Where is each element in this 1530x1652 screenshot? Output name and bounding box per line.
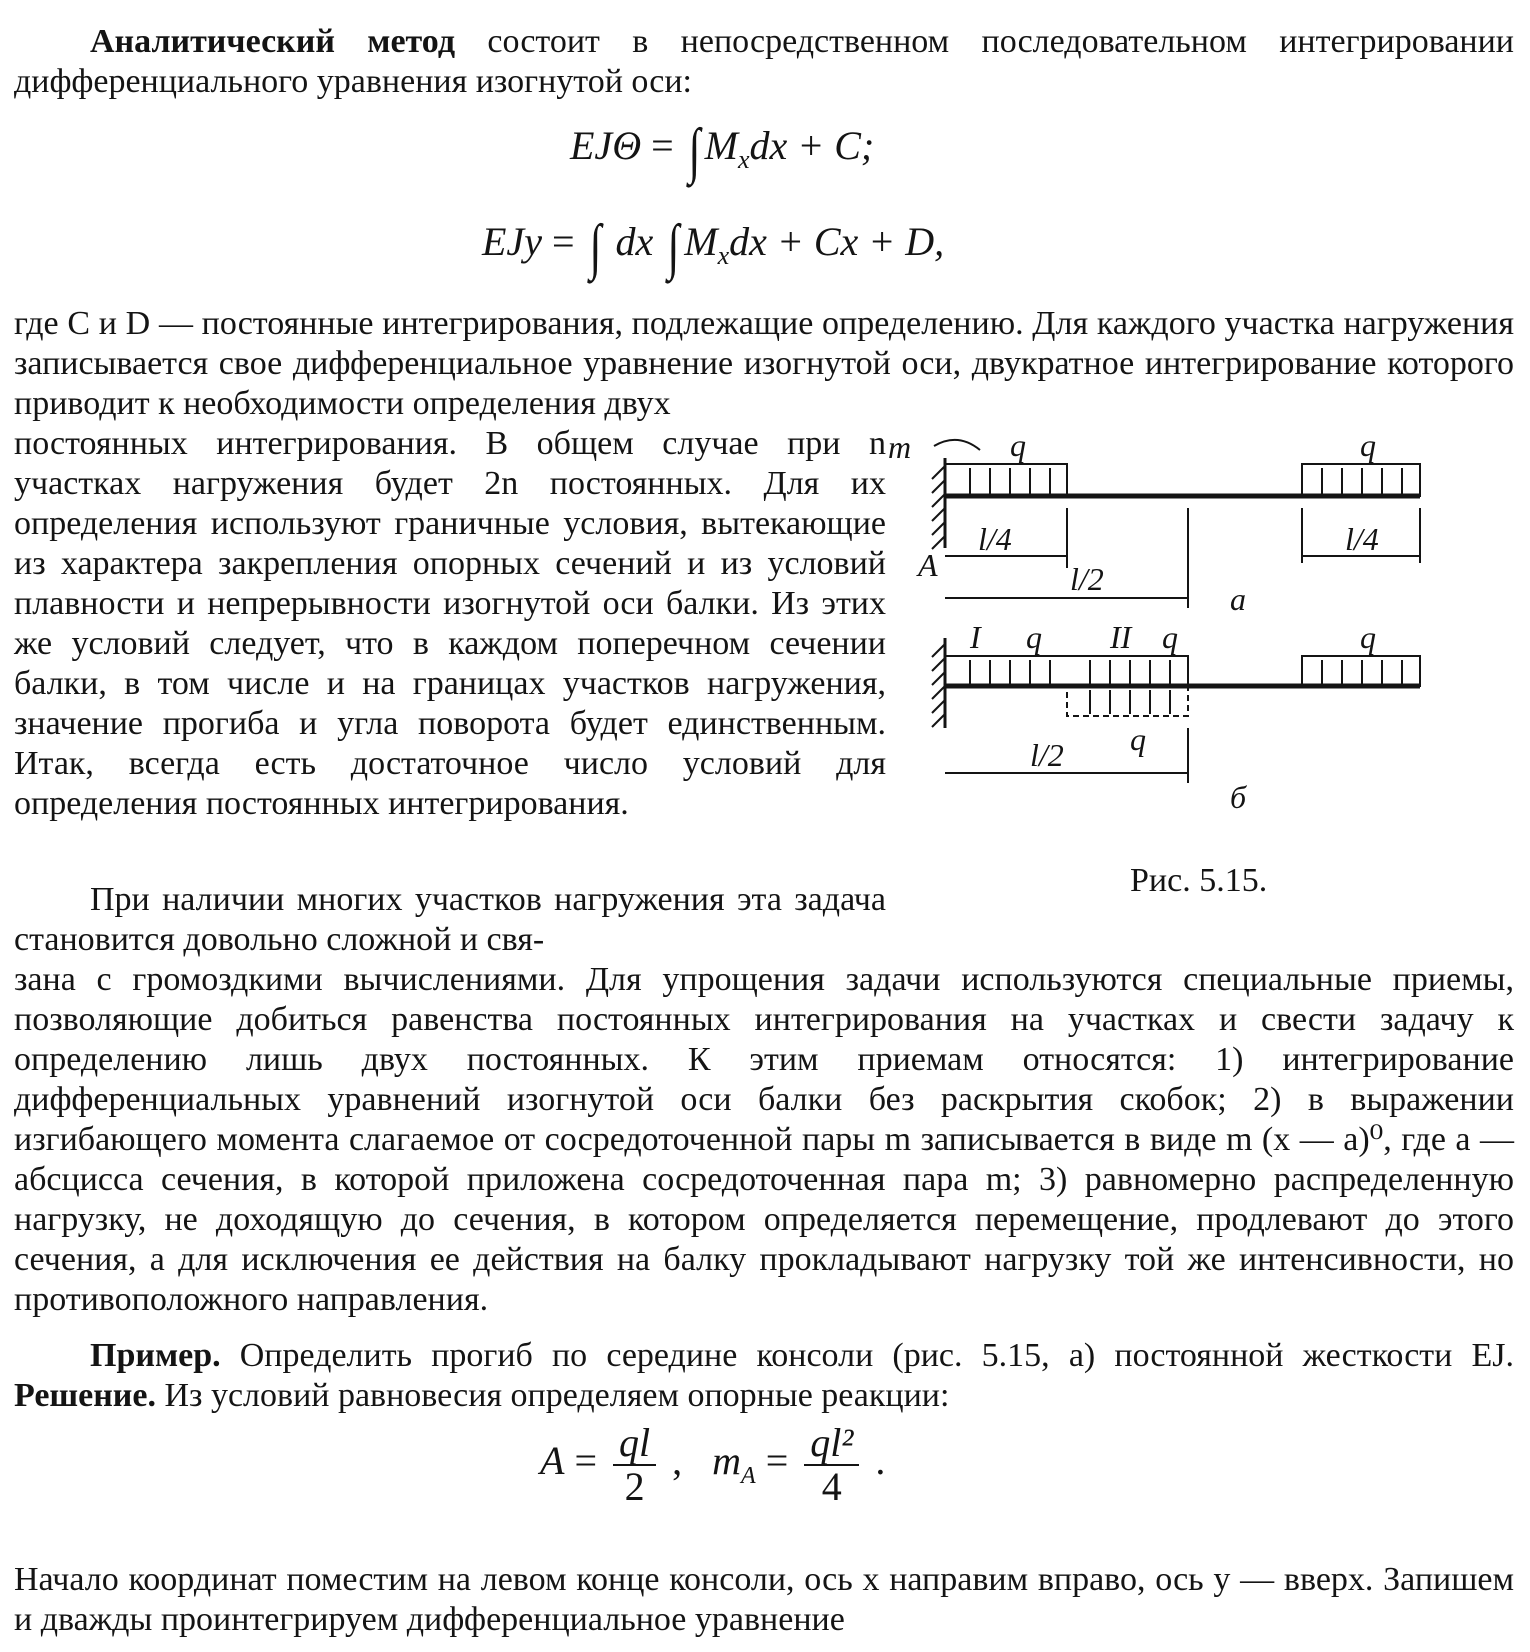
fraction-a: $\frac{ql}{2}$: [613, 1422, 656, 1508]
label-solution: Решение.: [14, 1377, 156, 1414]
paragraph-text: состоит в непосредственном последовательном интегрировании дифференциального уравнения изогнутой оси:: [14, 23, 1514, 100]
label-section-II: II: [1110, 619, 1132, 655]
label-diagram-b: б: [1230, 779, 1247, 815]
paragraph-special-methods: зана с громоздкими вычислениями. Для упрощения задачи используются специальные приемы, позволяющие добиться равенства постоянных интегрирования на участках и свести задачу к определению лишь двух постоянных. К этим приемам относятся: 1) интегрирование дифференциальных уравнений изогнутой оси балки без раскрытия скобок; 2) в выражении изгибающего момента слагаемое от сосредоточенной пары m записывается в виде m (x — a)⁰, где a — абсцисса сечения, в которой приложена сосредоточенная пара m; 3) равномерно распределенную нагрузку, не доходящую до сечения, в котором определяется перемещение, продлевают до этого сечения, а для исключения ее действия на балку прокладывают нагрузку той же интенсивности, но противоположного направления.: [14, 961, 1514, 1318]
equation-deflection: EJy = ∫ dx ∫ $M_xdx + Cx + D$,: [482, 213, 945, 281]
label-moment: m: [888, 429, 912, 465]
integral-sign: ∫: [589, 213, 601, 281]
wall-hatch-a: [932, 466, 945, 549]
figure-beam-diagram: [888, 427, 1530, 908]
label-q-left-b: q: [1026, 619, 1042, 655]
label-section-I: I: [970, 619, 981, 655]
equation-slope: EJΘ = ∫ $M_xdx + C$;: [570, 117, 875, 185]
load-left-b: [945, 656, 1188, 686]
label-example: Пример.: [90, 1337, 221, 1374]
label-q-right-a: q: [1360, 427, 1376, 463]
label-diagram-a: а: [1230, 581, 1246, 617]
paragraph-coordinates: Начало координат поместим на левом конце консоли, ось x направим вправо, ось y — вверх. Запишем и дважды проинтегрируем дифференциальное уравнение: [14, 1561, 1514, 1638]
fraction-ma: $\frac{\text{ql²}}{4}$: [804, 1422, 859, 1508]
counter-arrows-b: [1090, 690, 1170, 714]
load-arrows-left-a: [970, 468, 1050, 494]
label-l2-a: l/2: [1070, 561, 1104, 597]
label-l4-left: l/4: [978, 521, 1012, 557]
wall-hatch-b: [932, 644, 945, 727]
label-support-a: A: [918, 547, 938, 583]
paragraph-many-sections-start: При наличии многих участков нагружения эта задача становится довольно сложной и свя-: [14, 881, 886, 958]
equation-reactions: A = $\frac{ql}{2}$ , $m_A$ = $\frac{\text{ql²}}{4}$ .: [540, 1420, 886, 1509]
label-q-right-b: q: [1360, 619, 1376, 655]
load-arrows-right-a: [1322, 468, 1402, 494]
paragraph-boundary-conditions: постоянных интегрирования. В общем случае при n участках нагружения будет 2n постоянных. Для их определения используют граничные условия, вытекающие из характера закрепления опорных сечений и из условий плавности и непрерывности изогнутой оси балки. Из этих же условий следует, что в каждом поперечном сечении балки, в том числе и на границах участков нагружения, значение прогиба и угла поворота будет единственным. Итак, всегда есть достаточное число условий для определения постоянных интегрирования.: [14, 425, 886, 822]
paragraph-example: Пример. Определить прогиб по середине консоли (рис. 5.15, а) постоянной жесткости EJ. Решение. Из условий равновесия определяем опорные реакции:: [14, 1337, 1514, 1414]
label-l4-right: l/4: [1345, 521, 1379, 557]
label-q-mid-b: q: [1162, 619, 1178, 655]
label-q-counter-b: q: [1130, 721, 1146, 757]
paragraph-constants: где C и D — постоянные интегрирования, подлежащие определению. Для каждого участка нагружения записывается свое дифференциальное уравнение изогнутой оси, двукратное интегрирование которого приводит к необходимости определения двух: [14, 305, 1514, 422]
load-arrows-right-b: [1322, 660, 1402, 684]
label-l2-b: l/2: [1030, 737, 1064, 773]
integral-sign: ∫: [688, 117, 701, 185]
paragraph-analytic-method: [14, 22, 1514, 102]
integral-sign: ∫: [667, 213, 680, 281]
term-analytic-method: Аналитический метод: [90, 23, 456, 60]
moment-arc: [934, 440, 980, 450]
figure-caption: Рис. 5.15.: [1130, 862, 1268, 899]
label-q-left-a: q: [1010, 427, 1026, 463]
load-left-a: [945, 464, 1067, 496]
load-arrows-left-b: [970, 660, 1170, 684]
